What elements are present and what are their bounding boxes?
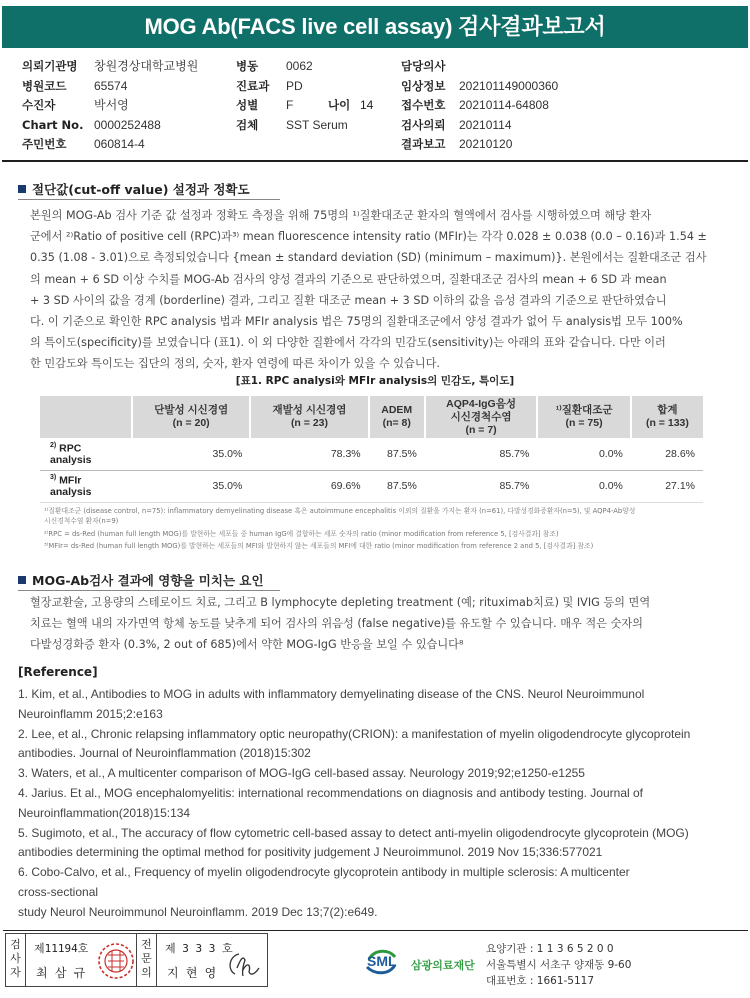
table-title: [표1. RPC analysi와 MFIr analysis의 민감도, 특이도] [235, 375, 515, 387]
table-cell: 0.0% [537, 438, 631, 470]
patient-info-col1 [22, 57, 198, 155]
section-heading [18, 180, 250, 198]
handwritten-signature-icon [225, 950, 261, 980]
info-row [236, 77, 348, 97]
lab-logo-text: SML [367, 953, 397, 969]
cutoff-paragraph: 본원의 MOG-Ab 검사 기준 값 설정과 정확도 측정을 위해 75명의 ¹⁾질환대조군 환자의 혈액에서 검사를 시행하였으며 해당 환자 군에서 ²⁾Ratio of positive cell (RPC)과³⁾ mean fluorescence intensity ratio (MFIr)는 각각 0.028 ± 0.038 (0.0 – 0.16)과 1.54 ± 0.35 (1.08 - 3.01)으로 측정되었습니다 {mean ± standard deviation (SD) (minimum – maximum)}. 본원에서는 질환대조군 검사 의 mean + 6 SD 이상 수치를 MOG-Ab 검사의 양성 결과의 기준으로 판단하였으며, 질환대조군 검사의 mean + 6 SD 과 mean + 3 SD 사이의 값을 경계 (borderline) 결과, 그리고 질환 대조군 mean + 3 SD 이하의 값을 음성 결과의 기준으로 판단하였습니 다. 이 기준으로 확인한 RPC analysis 법과 MFIr analysis 법은 75명의 질환대조군에서 양성 결과가 없어 두 analysis법 모두 100% 의 특이도(specificity)를 보였습니다 (표1). 이 외 다양한 질환에서 각각의 민감도(sensitivity)는 아래의 표와 같습니다. 다만 이러 한 민감도와 특이도는 집단의 정의, 숫자, 환자 연령에 따른 차이가 있을 수 있습니다. [30, 209, 707, 371]
square-bullet-icon [18, 576, 26, 584]
table-cell: 78.3% [250, 438, 368, 470]
section-heading-text: MOG-Ab검사 결과에 영향을 미치는 요인 [32, 573, 264, 588]
footnote: ¹⁾질환대조군 (disease control, n=75): inflammatory demyelinating disease 혹은 autoimmune encephalitis 이외의 질환을 가지는 환자 (n=61), 다발성경화증환자(n=5), 및 AQP4-Ab양성 [44, 507, 636, 515]
info-row [22, 96, 198, 116]
table-corner-cell [40, 396, 132, 438]
info-value: 0062 [286, 59, 313, 73]
examiner-name: 최 삼 규 [36, 966, 86, 980]
info-value: 65574 [94, 78, 128, 93]
column-header: ¹⁾질환대조군 (n = 75) [537, 396, 631, 438]
examiner-license: 제11194호 [34, 942, 89, 955]
column-header: AQP4-IgG음성 시신경척수염 (n = 7) [425, 396, 537, 438]
section-heading-text: 절단값(cut-off value) 설정과 정확도 [32, 182, 250, 197]
info-value: SST Serum [286, 117, 348, 132]
info-value: 20210114 [459, 117, 512, 132]
table-header-row [40, 396, 703, 438]
info-value: 박서영 [94, 98, 129, 112]
column-header: 재발성 시신경염 (n = 23) [250, 396, 368, 438]
factors-paragraph: 혈장교환술, 고용량의 스테로이드 치료, 그리고 B lymphocyte depleting treatment (예; rituximab치료) 및 IVIG 등의 면역 치료는 혈액 내의 자가면역 항체 농도를 낮추게 되어 검사의 위음성 (false negative)를 유도할 수 있습니다. 매우 적은 숫자의 다발성경화증 환자 (0.3%, 2 out of 685)에서 약한 MOG-IgG 반응을 보일 수 있습니다⁸ [30, 596, 651, 652]
info-row [401, 116, 558, 136]
age-value: 14 [360, 98, 374, 112]
specialist-label: 전 문 의 [137, 934, 157, 986]
column-header: 단발성 시신경염 (n = 20) [132, 396, 250, 438]
sensitivity-table [40, 396, 703, 503]
table-cell: 35.0% [132, 470, 250, 502]
signature-footer [3, 930, 748, 993]
info-label: 수진자 [22, 98, 56, 112]
footnote: 시신경척수염 환자(n=9) [44, 517, 119, 525]
age-label: 나이 [328, 98, 351, 112]
info-label: 주민번호 [22, 137, 67, 151]
info-label: 의뢰기관명 [22, 59, 78, 73]
heading-underline [18, 590, 280, 591]
info-value: 20210120 [459, 137, 513, 151]
info-label: 접수번호 [401, 98, 446, 112]
lab-name: 삼광의료재단 [411, 960, 475, 972]
info-value: F [286, 98, 294, 112]
info-row [236, 116, 348, 136]
specialist-license: 제 3 3 3 호 [165, 942, 233, 955]
info-row [401, 135, 558, 155]
table-cell: 69.6% [250, 470, 368, 502]
specialist-name: 지 현 영 [167, 966, 217, 980]
section-heading [18, 571, 264, 589]
info-label: 진료과 [236, 78, 270, 93]
info-label: 병동 [236, 59, 259, 73]
info-row [401, 77, 558, 97]
table-row [40, 438, 703, 470]
info-value: 20210114900036​0 [459, 78, 559, 93]
info-value: 20210114-64808 [459, 98, 549, 112]
info-label: 검체 [236, 117, 259, 132]
heading-underline [18, 199, 280, 200]
info-row [236, 96, 374, 116]
footnote: ²⁾RPC = ds-Red (human full length MOG)를 발현하는 세포들 중 human IgG에 결합하는 세포 숫자의 ratio (minor modification from reference 5, [검사결과] 참조) [44, 530, 559, 538]
table-cell: 0.0% [537, 470, 631, 502]
lab-address: 요양기관 : 1 1 3 6 5 2 0 0 서울특별시 서초구 양재동 9-60 대표번호 : 1661-5117 [486, 943, 632, 987]
info-row [236, 57, 348, 77]
info-label: 검사의뢰 [401, 117, 446, 132]
table-cell: 85.7% [425, 438, 537, 470]
header-divider [2, 160, 748, 162]
reference-list: 1. Kim, et al., Antibodies to MOG in adults with inflammatory demyelinating disease of the CNS. Neurol Neuroimmunol Neuroinflamm 2015;2:e163 2. Lee, et al., Chronic relapsing inflammatory optic neuropathy(CRION): a manifestation of myelin oligodendrocyte glycoprotein antibodies. Journal of Neuroinflammation (2018)15:302 3. Waters, et al., A multicenter comparison of MOG-IgG cell-based assay. Neurology 2019;92;e1250-e1255 4. Jarius. Et al., MOG encephalomyelitis: international recommendations on diagnosis and antibody testing. Journal of Neuroinflammation(2018)15:134 5. Sugimoto, et al., The accuracy of flow cytometric cell-based assay to detect anti-myelin oligodendrocyte glycoprotein (MOG) antibodies determining the optimal method for positivity judgement J Neuroimmunol. 2019 Nov 15;336:577021 6. Cobo-Calvo, et al., Frequency of myelin oligodendrocyte glycoprotein antibody in multiple sclerosis: A multicenter cross-sectional study Neurol Neuroimmunol Neuroinflamm. 2019 Dec 13;7(2):e649. [18, 687, 691, 919]
examiner-label: 검 사 자 [6, 934, 26, 986]
info-row [401, 57, 558, 77]
square-bullet-icon [18, 185, 26, 193]
table-cell: 35.0% [132, 438, 250, 470]
info-value: 창원경상대학교병원 [94, 59, 199, 73]
info-value: 060814-4 [94, 137, 145, 151]
column-header: 합계 (n = 133) [631, 396, 703, 438]
table-row [40, 470, 703, 502]
table-cell: 27.1% [631, 470, 703, 502]
info-label: 임상정보 [401, 78, 446, 93]
info-value: 0000252488 [94, 117, 161, 132]
info-row [22, 135, 198, 155]
info-value: PD [286, 78, 303, 93]
info-label: 담당의사 [401, 59, 446, 73]
patient-info-col3 [401, 57, 558, 155]
info-row [22, 77, 198, 97]
info-label: Chart No. [22, 117, 84, 132]
table-cell: 87.5% [369, 470, 425, 502]
table-cell: 87.5% [369, 438, 425, 470]
seal-stamp-icon [96, 941, 136, 981]
patient-info-col2 [236, 57, 374, 135]
report-title: MOG Ab(FACS live cell assay) 검사결과보고서 [2, 6, 748, 48]
footnote: ³⁾MFIr= ds-Red (human full length MOG)를 발현하는 세포들의 MFI와 발현하지 않는 세포들의 MFI에 대한 ratio (minor modification from reference 2 and 5, [검사결과] 참조) [44, 542, 594, 550]
row-label: $^{2)}$ RPC analysis [40, 438, 132, 470]
column-header: ADEM (n= 8) [369, 396, 425, 438]
specialist-signature-box [136, 933, 268, 987]
info-label: 성별 [236, 98, 259, 112]
info-row [22, 57, 198, 77]
info-label: 병원코드 [22, 78, 67, 93]
reference-heading: [Reference] [18, 665, 98, 679]
table-cell: 85.7% [425, 470, 537, 502]
examiner-signature-box [5, 933, 155, 987]
table-cell: 28.6% [631, 438, 703, 470]
info-row [401, 96, 558, 116]
info-row [22, 116, 198, 136]
info-label: 결과보고 [401, 137, 446, 151]
row-label: $^{3)}$ MFIr analysis [40, 470, 132, 502]
